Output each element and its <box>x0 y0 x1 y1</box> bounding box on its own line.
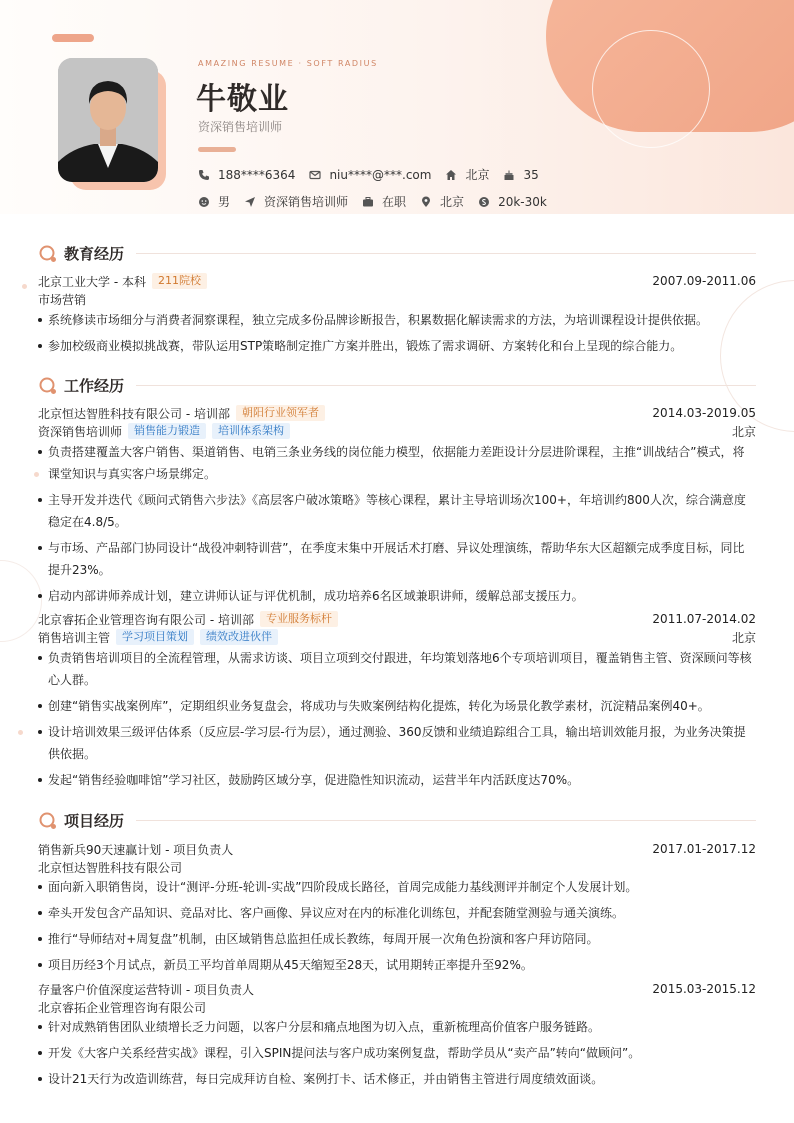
project-date: 2015.03-2015.12 <box>652 982 756 996</box>
list-item: 开发《大客户关系经营实战》课程，引入SPIN提问法与客户成功案例复盘，帮助学员从“卖产品”转向“做顾问”。 <box>38 1042 756 1064</box>
contact-home: 北京 <box>445 166 489 183</box>
section-search-icon <box>38 244 58 264</box>
skill-tag: 销售能力锻造 <box>128 423 206 439</box>
job-header-row <box>38 404 756 422</box>
profile-target-role: 资深销售培训师 <box>244 193 348 210</box>
skill-tag: 学习项目策划 <box>116 629 194 645</box>
decorative-ring <box>0 560 42 642</box>
briefcase-icon <box>362 196 374 208</box>
phone-icon <box>198 169 210 181</box>
mail-icon <box>309 169 321 181</box>
avatar <box>58 58 158 182</box>
list-item: 设计培训效果三级评估体系（反应层-学习层-行为层），通过测验、360反馈和业绩追踪组合工具，输出培训效能月报，为业务决策提供依据。 <box>38 721 756 765</box>
job-header-row <box>38 610 756 628</box>
major: 市场营销 <box>38 292 87 307</box>
school-badge: 211院校 <box>152 273 207 289</box>
job-position: 资深销售培训师 <box>38 424 123 439</box>
contact-row <box>198 166 553 183</box>
section-divider <box>136 820 756 821</box>
skill-tag: 培训体系架构 <box>212 423 290 439</box>
list-item: 面向新入职销售岗，设计“测评-分班-轮训-实战”四阶段成长路径，首周完成能力基线测评并制定个人发展计划。 <box>38 876 756 898</box>
list-item: 参加校级商业模拟挑战赛，带队运用STP策略制定推广方案并胜出，锻炼了需求调研、方案转化和台上呈现的综合能力。 <box>38 335 756 357</box>
section-search-icon <box>38 811 58 831</box>
contact-age: 35 <box>503 168 538 182</box>
send-icon <box>244 196 256 208</box>
profile-gender: 男 <box>198 193 230 210</box>
job-date: 2014.03-2019.05 <box>652 406 756 420</box>
title-accent-bar <box>198 147 236 152</box>
list-item: 推行“导师结对+周复盘”机制，由区域销售总监担任成长教练，每周开展一次角色扮演和客户拜访陪同。 <box>38 928 756 950</box>
project-org: 北京恒达智胜科技有限公司 <box>38 860 183 875</box>
home-icon <box>445 169 457 181</box>
list-item: 项目历经3个月试点，新员工平均首单周期从45天缩短至28天，试用期转正率提升至92%。 <box>38 954 756 976</box>
list-item: 系统修读市场细分与消费者洞察课程，独立完成多份品牌诊断报告，积累数据化解读需求的方法，为培训课程设计提供依据。 <box>38 309 756 331</box>
contact-email: niu****@***.com <box>309 168 431 182</box>
resume-tagline: AMAZING RESUME · SOFT RADIUS <box>198 59 378 68</box>
decorative-ring <box>592 30 710 148</box>
project-date: 2017.01-2017.12 <box>652 842 756 856</box>
profile-row <box>198 193 561 210</box>
section-divider <box>136 253 756 254</box>
project-name: 销售新兵90天速赢计划 - 项目负责人 <box>38 842 234 857</box>
profile-city: 北京 <box>420 193 464 210</box>
decorative-dot <box>18 730 23 735</box>
project-org-row <box>38 858 756 876</box>
list-item: 发起“销售经验咖啡馆”学习社区，鼓励跨区域分享，促进隐性知识流动，运营半年内活跃度达70%。 <box>38 769 756 791</box>
project-header-row <box>38 980 756 998</box>
job-position-row <box>38 422 756 440</box>
company-badge: 专业服务标杆 <box>260 611 338 627</box>
project-name: 存量客户价值深度运营特训 - 项目负责人 <box>38 982 254 997</box>
education-date: 2007.09-2011.06 <box>652 274 756 288</box>
accent-pill <box>52 34 94 42</box>
education-major-row <box>38 290 756 308</box>
money-icon <box>478 196 490 208</box>
list-item: 启动内部讲师养成计划，建立讲师认证与评优机制，成功培养6名区域兼职讲师，缓解总部支援压力。 <box>38 585 756 607</box>
list-item: 与市场、产品部门协同设计“战役冲刺特训营”，在季度末集中开展话术打磨、异议处理演练，帮助华东大区超额完成季度目标，同比提升23%。 <box>38 537 756 581</box>
candidate-name: 牛敬业 <box>196 82 289 117</box>
profile-salary: 20k-30k <box>478 195 547 209</box>
job-date: 2011.07-2014.02 <box>652 612 756 626</box>
section-search-icon <box>38 376 58 396</box>
company-name: 北京睿拓企业管理咨询有限公司 - 培训部 <box>38 612 254 627</box>
gender-icon <box>198 196 210 208</box>
list-item: 主导开发并迭代《顾问式销售六步法》《高层客户破冰策略》等核心课程，累计主导培训场次100+，年培训约800人次，综合满意度稳定在4.8/5。 <box>38 489 756 533</box>
school-name: 北京工业大学 - 本科 <box>38 274 146 289</box>
contact-phone: 188****6364 <box>198 168 295 182</box>
project-section-title: 项目经历 <box>38 810 756 831</box>
list-item: 设计21天行为改造训练营，每日完成拜访自检、案例打卡、话术修正，并由销售主管进行周度绩效面谈。 <box>38 1068 756 1090</box>
job-position: 销售培训主管 <box>38 630 111 645</box>
project-header-row <box>38 840 756 858</box>
project-org: 北京睿拓企业管理咨询有限公司 <box>38 1000 207 1015</box>
job-city: 北京 <box>731 630 756 645</box>
cake-icon <box>503 169 515 181</box>
list-item: 针对成熟销售团队业绩增长乏力问题，以客户分层和痛点地图为切入点，重新梳理高价值客户服务链路。 <box>38 1016 756 1038</box>
company-name: 北京恒达智胜科技有限公司 - 培训部 <box>38 406 230 421</box>
section-divider <box>136 385 756 386</box>
job-city: 北京 <box>731 424 756 439</box>
profile-status: 在职 <box>362 193 406 210</box>
work-section-title: 工作经历 <box>38 375 756 396</box>
decorative-dot <box>22 284 27 289</box>
list-item: 负责销售培训项目的全流程管理，从需求访谈、项目立项到交付跟进，年均策划落地6个专项培训项目，覆盖销售主管、资深顾问等核心人群。 <box>38 647 756 691</box>
job-position-row <box>38 628 756 646</box>
location-pin-icon <box>420 196 432 208</box>
list-item: 牵头开发包含产品知识、竞品对比、客户画像、异议应对在内的标准化训练包，并配套随堂测验与通关演练。 <box>38 902 756 924</box>
education-header-row <box>38 272 756 290</box>
company-badge: 朝阳行业领军者 <box>236 405 325 421</box>
education-section-title: 教育经历 <box>38 243 756 264</box>
project-org-row <box>38 998 756 1016</box>
list-item: 负责搭建覆盖大客户销售、渠道销售、电销三条业务线的岗位能力模型，依据能力差距设计分层进阶课程，主推“训战结合”模式，将课堂知识与真实客户场景绑定。 <box>38 441 756 485</box>
candidate-role: 资深销售培训师 <box>198 120 283 134</box>
skill-tag: 绩效改进伙伴 <box>200 629 278 645</box>
list-item: 创建“销售实战案例库”，定期组织业务复盘会，将成功与失败案例结构化提炼，转化为场景化教学素材，沉淀精品案例40+。 <box>38 695 756 717</box>
